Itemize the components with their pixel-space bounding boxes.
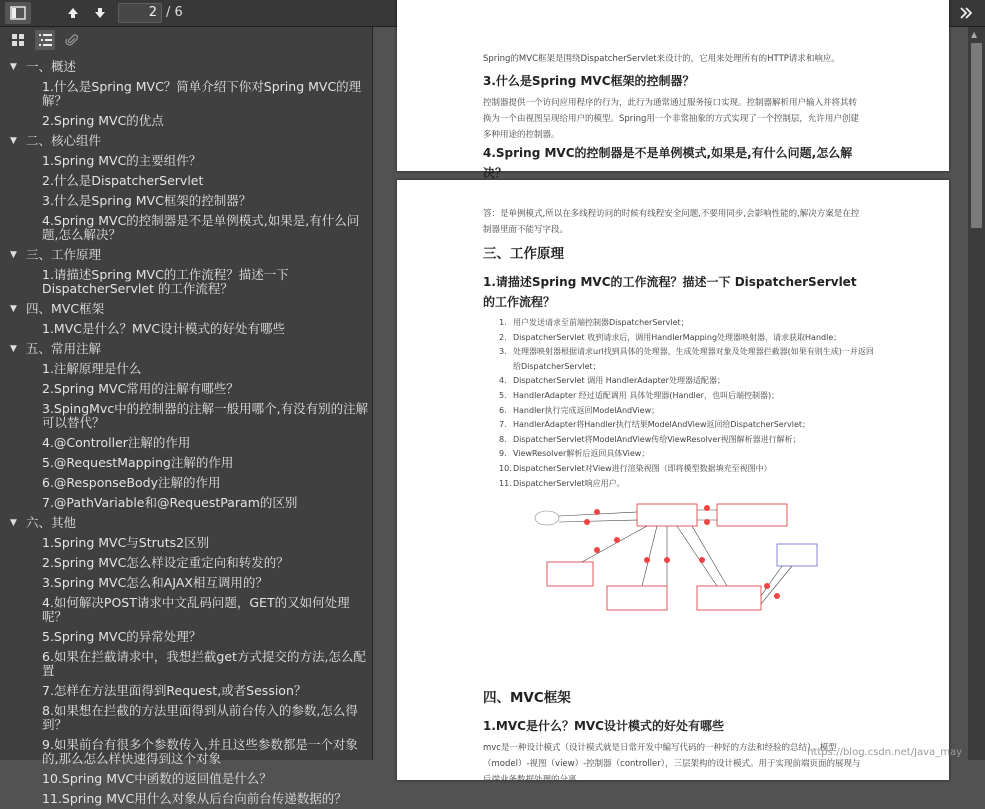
step-number: 3. — [499, 347, 507, 357]
step-text: DispatcherServlet 收到请求后，调用HandlerMapping处理器映射器，请求获取Handle； — [513, 332, 842, 342]
step-text: 处理器映射器根据请求url找到具体的处理器，生成处理器对象及处理器拦截器(如果有则生成)一并返回给DispatcherServlet； — [513, 347, 874, 371]
scroll-thumb[interactable] — [971, 43, 982, 228]
page1-intro: Spring的MVC框架是围绕DispatcherServlet来设计的，它用来处理所有的HTTP请求和响应。 — [483, 54, 840, 64]
workflow-step — [499, 462, 879, 477]
page2-mvc-text: mvc是一种设计模式（设计模式就是日常开发中编写代码的一种好的方法和经验的总结）。模型（model）-视图（view）-控制器（controller），三层架构的设计模式。用于实现前端页面的展现与后端业务数据处理的分离。 — [483, 743, 861, 785]
outline-section-label: 一、概述 — [26, 59, 77, 74]
step-number: 7. — [499, 420, 507, 430]
outline-section[interactable] — [0, 131, 373, 151]
vertical-scrollbar[interactable] — [968, 27, 985, 760]
page1-controller-text: 控制器提供一个访问应用程序的行为，此行为通常通过服务接口实现。控制器解析用户输入并将其转换为一个由视图呈现给用户的模型。Spring用一个非常抽象的方式实现了一个控制层，允许用户创建多种用途的控制器。 — [483, 98, 859, 140]
expand-triangle-icon[interactable]: ▼ — [10, 136, 17, 146]
step-number: 4. — [499, 376, 507, 386]
step-number: 8. — [499, 434, 507, 444]
step-number: 5. — [499, 390, 507, 400]
outline-section[interactable] — [0, 245, 373, 265]
watermark: https://blog.csdn.net/Java_may — [807, 747, 962, 758]
outline-item[interactable]: 2.什么是DispatcherServlet — [42, 173, 204, 188]
thumbnails-icon[interactable] — [8, 30, 28, 50]
diagram-view-node — [547, 562, 593, 586]
workflow-step — [499, 345, 879, 374]
pdf-page-1 — [397, 0, 949, 180]
expand-triangle-icon[interactable]: ▼ — [10, 518, 17, 528]
workflow-step — [499, 433, 879, 448]
step-number: 9. — [499, 449, 507, 459]
outline-item[interactable]: 3.什么是Spring MVC框架的控制器？ — [42, 193, 252, 208]
diagram-handler-node — [777, 544, 817, 566]
outline-item[interactable]: 9.如果前台有很多个参数传入,并且这些参数都是一个对象的,那么怎么样快速得到这个对象 — [42, 737, 358, 766]
workflow-step — [499, 316, 879, 331]
more-icon[interactable] — [955, 2, 977, 24]
outline-item[interactable]: 2.Spring MVC怎么样设定重定向和转发的？ — [42, 555, 289, 570]
outline-section-label: 五、常用注解 — [26, 341, 102, 356]
outline-item[interactable]: 7.怎样在方法里面得到Request,或者Session？ — [42, 683, 307, 698]
document-viewer[interactable] — [374, 27, 968, 785]
outline-section[interactable] — [0, 299, 373, 319]
workflow-steps — [499, 316, 879, 491]
page2-heading-workflow: 三、工作原理 — [483, 246, 564, 262]
outline-item[interactable]: 8.如果想在拦截的方法里面得到从前台传入的参数,怎么得到？ — [42, 703, 358, 732]
outline-item[interactable]: 3.SpingMvc中的控制器的注解一般用哪个,有没有别的注解可以替代？ — [42, 401, 369, 430]
step-text: HandlerAdapter 经过适配调用 具体处理器(Handler，也叫后端控制器)； — [513, 390, 780, 400]
outline-item[interactable]: 1.什么是Spring MVC？简单介绍下你对Spring MVC的理解？ — [42, 79, 362, 108]
outline-section-label: 二、核心组件 — [26, 133, 102, 148]
page-number-input[interactable]: 2 — [118, 3, 162, 23]
outline-section[interactable] — [0, 513, 373, 533]
outline-item[interactable]: 1.Spring MVC与Struts2区别 — [42, 535, 210, 550]
outline-section-label: 六、其他 — [26, 515, 77, 530]
step-text: DispatcherServlet 调用 HandlerAdapter处理器适配器； — [513, 376, 725, 386]
outline-item[interactable]: 1.注解原理是什么 — [42, 361, 142, 376]
outline-tree — [0, 57, 373, 809]
page1-heading-singleton: 4.Spring MVC的控制器是不是单例模式,如果是,有什么问题,怎么解决？ — [483, 146, 853, 180]
step-number: 1. — [499, 318, 507, 327]
page2-subheading-mvc: 1.MVC是什么？MVC设计模式的好处有哪些 — [483, 719, 724, 733]
sidebar — [0, 27, 373, 806]
outline-item[interactable]: 5.Spring MVC的异常处理？ — [42, 629, 202, 644]
step-text: DispatcherServlet将ModelAndView传给ViewResolver视图解析器进行解析； — [513, 434, 801, 444]
step-number: 2. — [499, 332, 507, 342]
workflow-step — [499, 418, 879, 433]
workflow-step — [499, 447, 879, 462]
outline-item[interactable]: 11.Spring MVC用什么对象从后台向前台传递数据的？ — [42, 791, 347, 806]
expand-triangle-icon[interactable]: ▼ — [10, 344, 17, 354]
page2-subheading-workflow: 1.请描述Spring MVC的工作流程？描述一下 DispatcherServlet 的工作流程？ — [483, 275, 857, 309]
outline-item[interactable]: 1.请描述Spring MVC的工作流程？描述一下 DispatcherServlet 的工作流程？ — [42, 267, 289, 296]
workflow-diagram — [527, 500, 827, 620]
diagram-handleradapter-node — [697, 586, 761, 610]
step-number: 10. — [499, 463, 512, 473]
up-arrow-icon[interactable] — [62, 2, 84, 24]
workflow-step — [499, 331, 879, 346]
page-count: / 6 — [166, 5, 183, 20]
pdf-page-2 — [397, 180, 949, 785]
outline-item[interactable]: 10.Spring MVC中函数的返回值是什么？ — [42, 771, 272, 786]
outline-section[interactable] — [0, 57, 373, 77]
outline-item[interactable]: 1.MVC是什么？MVC设计模式的好处有哪些 — [42, 321, 286, 336]
page2-heading-mvc: 四、MVC框架 — [483, 690, 571, 706]
step-text: HandlerAdapter将Handler执行结果ModelAndView返回给DispatcherServlet； — [513, 420, 811, 430]
page1-heading-controller: 3.什么是Spring MVC框架的控制器？ — [483, 74, 695, 88]
down-arrow-icon[interactable] — [89, 2, 111, 24]
diagram-handlermapping-node — [717, 504, 787, 526]
outline-item[interactable]: 4.Spring MVC的控制器是不是单例模式,如果是,有什么问题,怎么解决？ — [42, 213, 360, 242]
step-text: ViewResolver解析后返回具体View； — [513, 449, 650, 459]
workflow-step — [499, 404, 879, 419]
diagram-dispatcher-node — [637, 504, 697, 526]
expand-triangle-icon[interactable]: ▼ — [10, 250, 17, 260]
outline-item[interactable]: 7.@PathVariable和@RequestParam的区别 — [42, 495, 298, 510]
outline-item[interactable]: 3.Spring MVC怎么和AJAX相互调用的？ — [42, 575, 268, 590]
outline-item[interactable]: 4.如何解决POST请求中文乱码问题，GET的又如何处理呢？ — [42, 595, 350, 624]
step-text: 用户发送请求至前端控制器DispatcherServlet； — [513, 318, 689, 327]
outline-section-label: 三、工作原理 — [26, 247, 102, 262]
expand-triangle-icon[interactable]: ▼ — [10, 304, 17, 314]
sidebar-toggle-icon[interactable] — [5, 2, 31, 24]
outline-item[interactable]: 1.Spring MVC的主要组件？ — [42, 153, 202, 168]
attachment-icon[interactable] — [62, 30, 82, 50]
outline-item[interactable]: 6.如果在拦截请求中，我想拦截get方式提交的方法,怎么配置 — [42, 649, 366, 678]
step-text: DispatcherServlet对View进行渲染视图（即将模型数据填充至视图中） — [513, 463, 772, 473]
outline-item[interactable]: 6.@ResponseBody注解的作用 — [42, 475, 221, 490]
scroll-up-icon[interactable]: ▲ — [971, 30, 978, 39]
outline-item[interactable]: 4.@Controller注解的作用 — [42, 435, 191, 450]
step-number: 6. — [499, 405, 507, 415]
workflow-step — [499, 477, 879, 492]
workflow-step — [499, 389, 879, 404]
diagram-viewresolver-node — [607, 586, 667, 610]
step-text: DispatcherServlet响应用户。 — [513, 478, 625, 488]
step-text: Handler执行完成返回ModelAndView； — [513, 405, 660, 415]
diagram-user-node — [535, 511, 559, 525]
outline-section-label: 四、MVC框架 — [26, 301, 105, 316]
workflow-step — [499, 374, 879, 389]
sidebar-tabs — [0, 27, 372, 53]
outline-icon[interactable] — [35, 30, 55, 50]
outline-section[interactable] — [0, 339, 373, 359]
outline-item[interactable]: 2.Spring MVC常用的注解有哪些？ — [42, 381, 239, 396]
step-number: 11. — [499, 478, 512, 488]
outline-item[interactable]: 5.@RequestMapping注解的作用 — [42, 455, 234, 470]
page2-answer: 答：是单例模式,所以在多线程访问的时候有线程安全问题,不要用同步,会影响性能的,解决方案是在控制器里面不能写字段。 — [483, 209, 860, 235]
outline-item[interactable]: 2.Spring MVC的优点 — [42, 113, 164, 128]
expand-triangle-icon[interactable]: ▼ — [10, 62, 17, 72]
